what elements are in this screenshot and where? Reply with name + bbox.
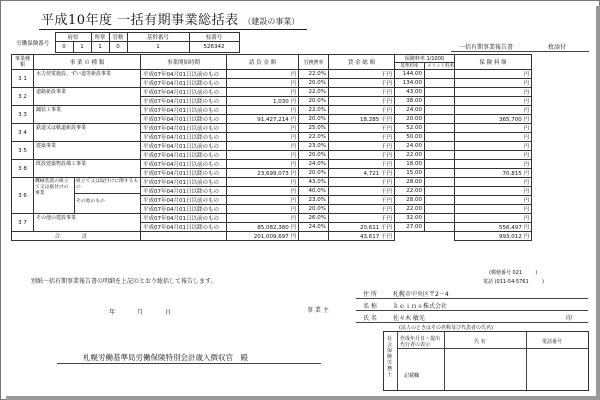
period-cell: 平成07年04月01日以前のもの <box>141 160 227 169</box>
agent-divider <box>444 332 445 390</box>
machinery-type-label: 機械装置の組立て又は据付けの事業 <box>34 178 75 213</box>
title-underline <box>39 29 307 30</box>
spacer-cell <box>532 70 592 79</box>
premium-cell: 円 <box>455 205 532 214</box>
rate-cell: 134.00 <box>395 79 425 88</box>
employer-label: 事 業 主 <box>307 307 329 314</box>
ratio-cell: 25.0% <box>299 124 329 133</box>
branch-number-header: 枝番号 <box>189 33 239 42</box>
business-type-cell: 既設建築物設備工事業 <box>34 160 141 178</box>
table-row <box>12 142 592 151</box>
spacer-cell <box>532 160 592 169</box>
contract-cell: 23,699,073 円 <box>227 169 299 178</box>
person-label: 氏 名 <box>363 315 377 322</box>
ratio-cell: 23.0% <box>299 142 329 151</box>
contract-cell: 円 <box>227 133 299 142</box>
office-entry-label: 記載欄 <box>404 373 420 379</box>
premium-cell: 円 <box>455 178 532 187</box>
premium-cell: 円 <box>455 106 532 115</box>
col-code: 事業種類 <box>12 55 34 70</box>
contract-cell: 円 <box>227 160 299 169</box>
spacer-cell <box>532 151 592 160</box>
attached-sheets-label: 枚添付 <box>548 44 567 51</box>
insurance-number-digit: 1 <box>127 42 189 53</box>
merit-rate-cell <box>425 187 455 196</box>
insurance-number-digit: 0 <box>109 42 127 53</box>
period-cell: 平成07年04月01日以降のもの <box>141 223 227 232</box>
total-ratio-cell <box>299 232 329 241</box>
addressee: 札幌労働基準局労働保険特別会計歳入徴収官 殿 <box>83 353 248 362</box>
wage-cell: 千円 <box>329 88 395 97</box>
table-row <box>12 88 592 97</box>
merit-rate-cell <box>425 142 455 151</box>
code-cell: 3 8 <box>12 160 34 178</box>
table-row <box>12 70 592 79</box>
total-contract-cell: 201,009,697 円 <box>227 232 299 241</box>
insurance-number-table <box>11 32 240 53</box>
wage-cell: 千円 <box>329 214 395 223</box>
contract-cell: 円 <box>227 196 299 205</box>
addressee-underline <box>57 363 321 364</box>
rate-cell: 50.00 <box>395 133 425 142</box>
rate-cell: 28.00 <box>395 196 425 205</box>
col-period: 事業開始時期 <box>141 55 227 70</box>
code-cell: 3 3 <box>12 106 34 124</box>
table-row <box>12 178 592 187</box>
merit-rate-cell <box>425 160 455 169</box>
rate-cell: 22.00 <box>395 187 425 196</box>
premium-cell: 円 <box>455 79 532 88</box>
ratio-cell: 22.0% <box>299 133 329 142</box>
period-cell: 平成07年04月01日以前のもの <box>141 178 227 187</box>
base-number-value: 526342 <box>189 42 239 53</box>
col-ratio: 労務費率 <box>299 55 329 70</box>
contract-cell: 1,030 円 <box>227 97 299 106</box>
insurance-number-digit: 1 <box>91 42 109 53</box>
person-value: 佐々木 敏光 <box>393 315 425 322</box>
base-number-header: 基幹番号 <box>127 33 189 42</box>
premium-cell: 円 <box>455 160 532 169</box>
merit-rate-cell <box>425 214 455 223</box>
wage-cell: 千円 <box>329 79 395 88</box>
ratio-cell: 22.0% <box>299 88 329 97</box>
period-cell: 平成07年04月01日以前のもの <box>141 142 227 151</box>
contract-cell: 円 <box>227 187 299 196</box>
merit-rate-cell <box>425 223 455 232</box>
premium-cell: 556,497 円 <box>455 223 532 232</box>
attached-report-label: 一括有期事業報告書 <box>459 44 514 51</box>
merit-rate-cell <box>425 151 455 160</box>
spacer-cell <box>532 133 592 142</box>
title-text: 平成10年度 一括有期事業総括表 <box>41 13 239 28</box>
wage-cell: 千円 <box>329 187 395 196</box>
spacer-cell <box>532 232 592 241</box>
spacer-cell <box>532 187 592 196</box>
page-shadow-right <box>596 6 600 400</box>
merit-rate-cell <box>425 88 455 97</box>
code-cell: 3 6 <box>12 178 34 214</box>
spacer-cell <box>532 223 592 232</box>
wage-cell: 千円 <box>329 178 395 187</box>
business-type-cell: 舗装工事業 <box>34 106 141 124</box>
contract-cell: 円 <box>227 106 299 115</box>
rate-cell: 52.00 <box>395 124 425 133</box>
ratio-cell: 22.0% <box>299 106 329 115</box>
rate-cell: 22.00 <box>395 151 425 160</box>
ratio-cell: 40.0% <box>299 187 329 196</box>
ratio-cell: 43.0% <box>299 178 329 187</box>
rate-cell: 28.00 <box>395 178 425 187</box>
consultant-divider <box>397 332 398 390</box>
page-shadow-bottom <box>6 396 600 400</box>
merit-rate-cell <box>425 115 455 124</box>
ratio-cell: 20.0% <box>299 205 329 214</box>
contract-cell: 円 <box>227 214 299 223</box>
spacer-cell <box>532 106 592 115</box>
merit-rate-cell <box>425 205 455 214</box>
code-cell: 3 7 <box>12 214 34 232</box>
wage-cell: 千円 <box>329 124 395 133</box>
merit-rate-cell <box>425 124 455 133</box>
total-rate-cell <box>395 232 455 241</box>
spacer-cell <box>532 169 592 178</box>
period-cell: 平成07年04月01日以降のもの <box>141 133 227 142</box>
rate-cell: 32.00 <box>395 214 425 223</box>
office-header-line <box>397 348 588 349</box>
wage-cell: 20,611 千円 <box>329 223 395 232</box>
ratio-cell: 20.0% <box>299 79 329 88</box>
table-row <box>12 124 592 133</box>
spacer-cell <box>532 55 592 70</box>
col-rate-merit: メリット料率 <box>425 63 455 70</box>
report-date: 年 月 日 <box>109 309 180 316</box>
insurance-number-digit: 1 <box>73 42 91 53</box>
premium-cell: 円 <box>455 88 532 97</box>
wage-cell: 4,721 千円 <box>329 169 395 178</box>
business-type-cell: 鉄道又は軌道新設事業 <box>34 124 141 142</box>
merit-rate-cell <box>425 79 455 88</box>
address-underline <box>356 298 588 299</box>
wage-cell: 千円 <box>329 151 395 160</box>
company-name-label: 名 称 <box>363 303 377 310</box>
address-value: 札幌市中央区〒2－4 <box>393 291 449 298</box>
total-row <box>12 232 592 241</box>
ratio-cell: 20.0% <box>299 169 329 178</box>
spacer-cell <box>532 88 592 97</box>
consultant-header: 社会保険労務士 <box>387 336 393 378</box>
period-cell: 平成07年04月01日以降のもの <box>141 205 227 214</box>
period-cell: 平成07年04月01日以前のもの <box>141 196 227 205</box>
table-row <box>12 106 592 115</box>
premium-cell: 円 <box>455 196 532 205</box>
business-type-cell: 道路新設事業 <box>34 88 141 106</box>
attached-report-underline <box>451 51 589 52</box>
period-cell: 平成07年04月01日以降のもの <box>141 187 227 196</box>
col-premium: 保 険 料 額 <box>455 55 532 70</box>
spacer-cell <box>532 142 592 151</box>
premium-cell: 70,815 円 <box>455 169 532 178</box>
person-underline <box>356 322 588 323</box>
ratio-cell: 20.0% <box>299 151 329 160</box>
total-period-cell <box>141 232 227 241</box>
contract-cell: 91,427,214 円 <box>227 115 299 124</box>
premium-cell: 円 <box>455 214 532 223</box>
spacer-cell <box>532 178 592 187</box>
rate-cell: 18.00 <box>395 160 425 169</box>
period-cell: 平成07年04月01日以降のもの <box>141 79 227 88</box>
spacer-cell <box>532 115 592 124</box>
spacer-cell <box>532 196 592 205</box>
contract-cell: 円 <box>227 79 299 88</box>
period-cell: 平成07年04月01日以前のもの <box>141 106 227 115</box>
ratio-cell: 26.0% <box>299 214 329 223</box>
insurance-number-digit: 0 <box>55 42 73 53</box>
code-cell: 3 4 <box>12 124 34 142</box>
spacer-cell <box>532 124 592 133</box>
premium-cell: 円 <box>455 142 532 151</box>
premium-cell: 365,700 円 <box>455 115 532 124</box>
total-premium-cell: 993,012 円 <box>455 232 532 241</box>
agent-header: 作成年月日・提出代行者の表示 <box>400 336 441 348</box>
business-type-cell: その他の建設事業 <box>34 214 141 232</box>
postal-code: (郵便番号 021 ) <box>489 270 538 276</box>
contract-cell: 円 <box>227 142 299 151</box>
prefecture-header: 府県 <box>55 33 91 42</box>
period-cell: 平成07年04月01日以前のもの <box>141 70 227 79</box>
period-cell: 平成07年04月01日以降のもの <box>141 169 227 178</box>
rate-cell: 144.00 <box>395 70 425 79</box>
spacer-cell <box>532 205 592 214</box>
premium-cell: 円 <box>455 70 532 79</box>
wage-cell: 18,285 千円 <box>329 115 395 124</box>
labor-consultant-box <box>383 331 589 391</box>
office-name-header: 氏 名 <box>474 339 486 345</box>
rate-cell: 20.00 <box>395 115 425 124</box>
table-row <box>12 160 592 169</box>
merit-rate-cell <box>425 97 455 106</box>
col-rate-top: 保険料率 1/1000 <box>395 55 455 63</box>
premium-cell: 円 <box>455 124 532 133</box>
ratio-cell: 24.0% <box>299 223 329 232</box>
rate-cell: 15.00 <box>395 169 425 178</box>
total-wage-cell: 43,617 千円 <box>329 232 395 241</box>
ratio-cell: 22.0% <box>299 70 329 79</box>
period-cell: 平成07年04月01日以降のもの <box>141 115 227 124</box>
business-type-cell: 建築事業 <box>34 142 141 160</box>
document-title <box>41 9 299 28</box>
company-name-value: ｋｅｉｎｓ株式会社 <box>393 303 448 310</box>
business-type-cell: 水力発電施設、ずい道等新設事業 <box>34 70 141 88</box>
summary-table <box>11 54 592 241</box>
jurisdiction-header: 所掌 <box>91 33 109 42</box>
merit-rate-cell <box>425 133 455 142</box>
ratio-cell: 20.0% <box>299 97 329 106</box>
name-divider <box>526 332 527 390</box>
office-header: 管轄 <box>109 33 127 42</box>
code-cell: 3 5 <box>12 142 34 160</box>
business-type-cell <box>34 178 141 214</box>
seal-mark: 印 <box>566 315 573 322</box>
report-note: 別紙一括有期事業報告書の明細を上記のとおり総括して報告します。 <box>31 278 217 285</box>
contract-cell: 円 <box>227 70 299 79</box>
merit-rate-cell <box>425 106 455 115</box>
spacer-cell <box>532 214 592 223</box>
wage-cell: 千円 <box>329 70 395 79</box>
wage-cell: 千円 <box>329 106 395 115</box>
contract-cell: 円 <box>227 151 299 160</box>
code-cell: 3 2 <box>12 88 34 106</box>
machinery-sub2-label: その他のもの <box>76 199 105 204</box>
premium-cell: 円 <box>455 187 532 196</box>
rate-cell: 22.00 <box>395 205 425 214</box>
code-cell: 3 1 <box>12 70 34 88</box>
ratio-cell: 23.0% <box>299 196 329 205</box>
period-cell: 平成07年04月01日以前のもの <box>141 88 227 97</box>
rate-cell: 24.00 <box>395 106 425 115</box>
period-cell: 平成07年04月01日以降のもの <box>141 151 227 160</box>
wage-cell: 千円 <box>329 205 395 214</box>
ratio-cell: 20.0% <box>299 115 329 124</box>
contract-cell: 円 <box>227 124 299 133</box>
merit-rate-cell <box>425 169 455 178</box>
total-label: 合 計 <box>12 232 141 241</box>
wage-cell: 千円 <box>329 133 395 142</box>
wage-cell: 千円 <box>329 160 395 169</box>
merit-rate-cell <box>425 196 455 205</box>
address-label: 住 所 <box>363 291 377 298</box>
contract-cell: 円 <box>227 205 299 214</box>
office-phone-header: 電話番号 <box>542 339 563 345</box>
period-cell: 平成07年04月01日以降のもの <box>141 97 227 106</box>
insurance-number-label: 労働保険番号 <box>16 40 50 47</box>
ratio-cell: 24.0% <box>299 160 329 169</box>
spacer-cell <box>532 79 592 88</box>
title-subtext: （建設の事業） <box>243 17 300 26</box>
rate-cell: 43.00 <box>395 88 425 97</box>
col-wage: 賃 金 総 額 <box>329 55 395 70</box>
company-name-underline <box>356 310 588 311</box>
contract-cell: 85,082,380 円 <box>227 223 299 232</box>
table-row <box>12 214 592 223</box>
premium-cell: 円 <box>455 97 532 106</box>
merit-rate-cell <box>425 178 455 187</box>
phone-number: 電話 (011-54-5761 ) <box>483 279 544 285</box>
period-cell: 平成07年04月01日以前のもの <box>141 124 227 133</box>
col-rate-base: 基準料率 <box>395 63 425 70</box>
wage-cell: 千円 <box>329 142 395 151</box>
premium-cell: 円 <box>455 133 532 142</box>
wage-cell: 千円 <box>329 97 395 106</box>
contract-cell: 円 <box>227 178 299 187</box>
col-contract: 請 負 金 額 <box>227 55 299 70</box>
rate-cell: 24.00 <box>395 142 425 151</box>
merit-rate-cell <box>425 70 455 79</box>
corporation-note: (法人のときはその名称及び代表者の氏名) <box>399 325 493 331</box>
premium-cell: 円 <box>455 151 532 160</box>
spacer-cell <box>532 97 592 106</box>
wage-cell: 千円 <box>329 196 395 205</box>
contract-cell: 円 <box>227 88 299 97</box>
machinery-sub1-label: 組立て又は取付けに関するもの <box>75 178 140 194</box>
rate-cell: 27.00 <box>395 223 425 232</box>
period-cell: 平成07年04月01日以前のもの <box>141 214 227 223</box>
col-type: 事 業 の 種 類 <box>34 55 141 70</box>
rate-cell: 38.00 <box>395 97 425 106</box>
